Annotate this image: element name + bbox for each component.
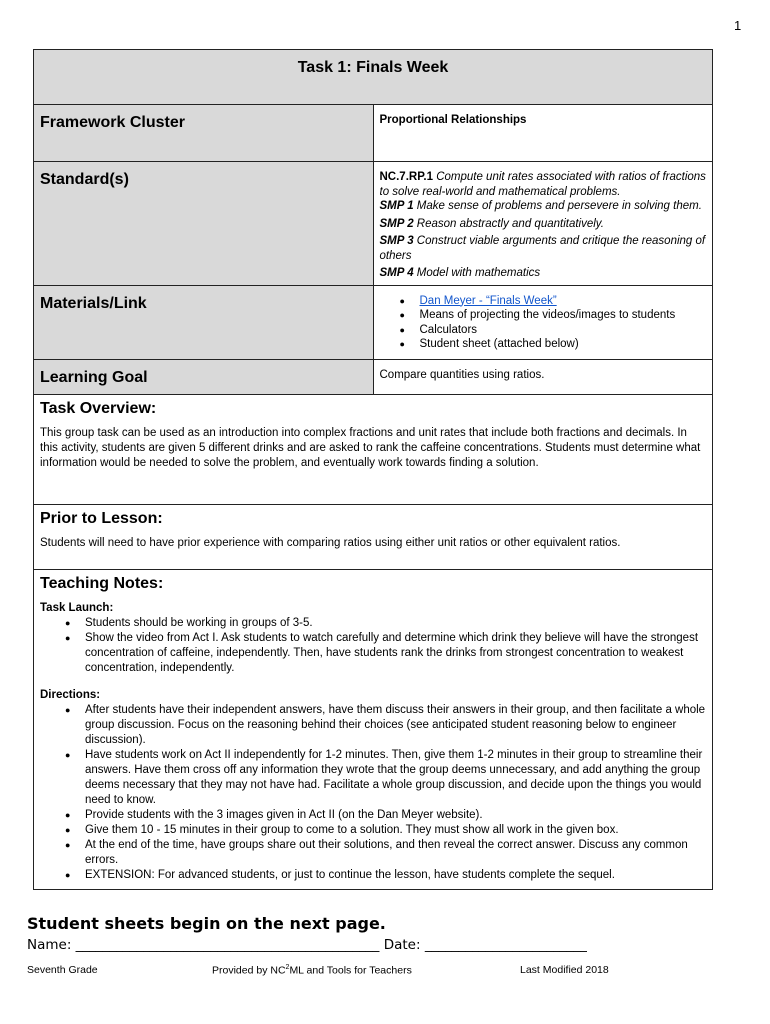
prior-lesson-section: [34, 504, 713, 569]
smp-code: SMP 2: [379, 217, 414, 230]
footer-provider: [212, 964, 412, 977]
smp-text: Make sense of problems and persevere in solving them.: [416, 200, 702, 212]
list-item: ● Give them 10 - 15 minutes in their group to come to a solution. They must show all work in the given box.: [85, 823, 706, 838]
footer-provider-after: ML and Tools for Teachers: [289, 964, 412, 977]
student-sheets-note: Student sheets begin on the next page.: [27, 914, 386, 933]
smp-code: SMP 4: [379, 267, 414, 279]
list-item: ● Means of projecting the videos/images to students: [420, 308, 707, 323]
smp-text: Construct viable arguments and critique the reasoning of others: [379, 235, 706, 262]
learning-goal-label: Learning Goal: [34, 359, 374, 394]
prior-lesson-text: Students will need to have prior experience with comparing ratios using either unit ratios or other equivalent ratios.: [40, 536, 621, 549]
standards-label: Standard(s): [34, 162, 374, 286]
list-item: ● Calculators: [420, 323, 707, 338]
list-item: ● After students have their independent answers, have them discuss their answers in their group, and then facilitate a whole group discussion. Focus on the reasoning behind their choices (see anticipated student reasoning below to engineer discussion).: [85, 703, 706, 748]
list-item: [420, 294, 707, 309]
task-overview-text: This group task can be used as an introduction into complex fractions and unit rates that include both fractions and decimals. In this activity, students are given 5 different drinks and are asked to rank the caffeine concentrations. Students must determine what information would be needed to solve the problem, and eventually work towards finding a solution.: [40, 426, 701, 469]
name-date-line: Name: _____________________________________________ Date: ________________________: [27, 937, 587, 953]
footer-provider-before: Provided by NC: [212, 964, 286, 977]
list-item: ● Provide students with the 3 images given in Act II (on the Dan Meyer website).: [85, 808, 706, 823]
list-item: ● Student sheet (attached below): [420, 337, 707, 352]
prior-lesson-heading: Prior to Lesson:: [40, 509, 163, 527]
framework-cluster-text: Proportional Relationships: [379, 114, 527, 126]
learning-goal-value: Compare quantities using ratios.: [373, 359, 713, 394]
standard-code: NC.7.RP.1: [379, 171, 433, 183]
list-item: ● At the end of the time, have groups share out their solutions, and then reveal the correct answer. Discuss any common errors.: [85, 838, 706, 868]
list-item: ● Students should be working in groups of 3-5.: [85, 616, 706, 631]
task-overview-section: [34, 394, 713, 504]
smp-code: SMP 3: [379, 235, 414, 247]
materials-list: [380, 294, 707, 352]
teaching-notes-heading: Teaching Notes:: [40, 574, 164, 592]
materials-value: [373, 285, 713, 359]
task-launch-list: [40, 616, 706, 676]
framework-label: Framework Cluster: [34, 105, 374, 162]
footer-provider-sup: 2: [285, 964, 290, 971]
task-launch-heading: Task Launch:: [40, 601, 114, 614]
list-item: ● Show the video from Act I. Ask students to watch carefully and determine which drink they believe will have the strongest concentration of caffeine, independently. Then, have students rank the drinks from strongest concentration to weakest concentration, independently.: [85, 631, 706, 676]
smp-code: SMP 1: [379, 200, 414, 212]
smp-text: Model with mathematics: [416, 267, 541, 279]
footer-modified: Last Modified 2018: [520, 964, 609, 976]
framework-value: [373, 105, 713, 162]
list-item: ● Have students work on Act II independently for 1-2 minutes. Then, give them 1-2 minutes in their group to streamline their answers. Have them cross off any information they wrote that the group deems unnecessary, and add anything the group deems necessary that they may not have had. Facilitate a whole group discussion, and decide upon the things you would need to know.: [85, 748, 706, 808]
materials-label: Materials/Link: [34, 285, 374, 359]
directions-heading: Directions:: [40, 688, 101, 701]
list-item: ● EXTENSION: For advanced students, or just to continue the lesson, have students complete the sequel.: [85, 868, 706, 883]
dan-meyer-link[interactable]: Dan Meyer - “Finals Week”: [419, 294, 557, 307]
teaching-notes-section: [34, 569, 713, 889]
task-title: Task 1: Finals Week: [34, 50, 713, 105]
standards-value: [373, 162, 713, 286]
task-table: [33, 49, 713, 890]
page-number: 1: [734, 18, 742, 33]
directions-list: [40, 703, 706, 883]
standard-text: Compute unit rates associated with ratios of fractions to solve real-world and mathematical problems.: [379, 171, 706, 198]
task-overview-heading: Task Overview:: [40, 399, 157, 417]
footer-grade: Seventh Grade: [27, 964, 98, 976]
smp-text: Reason abstractly and quantitatively.: [416, 217, 604, 230]
